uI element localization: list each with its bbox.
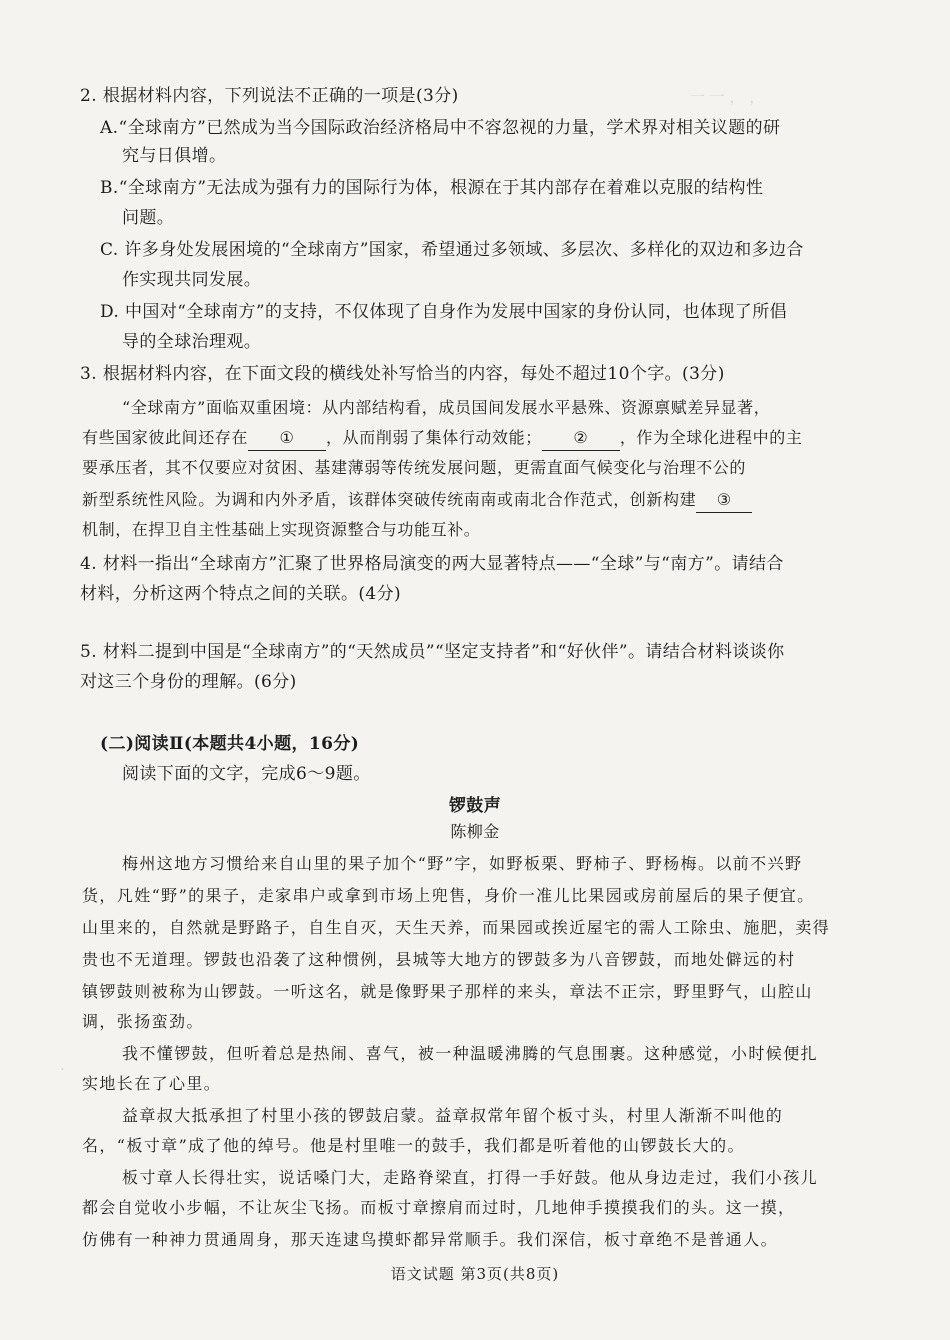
article-line: 仿佛有一种神力贯通周身，那天连逮鸟摸虾都异常顺手。我们深信，板寸章绝不是普通人。: [82, 1230, 779, 1249]
article-line: 货，凡姓“野”的果子，走家串户或拿到市场上兜售，身价一准儿比果园或房前屋后的果子便宜。: [82, 886, 815, 905]
passage-line-5: 机制，在捍卫自主性基础上实现资源整合与功能互补。: [82, 520, 481, 539]
bleed-through-mark: ·: [60, 1060, 65, 1078]
passage-text: ，作为全球化进程中的主: [619, 428, 803, 447]
article-line: 我不懂锣鼓，但听着总是热闹、喜气，被一种温暖沸腾的气息围裹。这种感觉，小时候便扎: [122, 1044, 819, 1063]
passage-text: ，从而削弱了集体行动效能；: [326, 428, 542, 447]
option-d-line2: 导的全球治理观。: [122, 332, 262, 352]
passage-text: 有些国家彼此间还存在: [82, 428, 249, 447]
article-line: 益章叔大抵承担了村里小孩的锣鼓启蒙。益章叔常年留个板寸头，村里人渐渐不叫他的: [122, 1106, 784, 1125]
article-line: 都会自觉收小步幅，不让灰尘飞扬。而板寸章擦肩而过时，几地伸手摸摸我们的头。这一摸，: [82, 1198, 796, 1217]
option-d-line1: D. 中国对“全球南方”的支持，不仅体现了自身作为发展中国家的身份认同，也体现了所倡: [100, 302, 788, 322]
option-c-line2: 作实现共同发展。: [122, 270, 262, 290]
article-line: 名，“板寸章”成了他的绰号。他是村里唯一的鼓手，我们都是听着他的山锣鼓长大的。: [82, 1136, 745, 1155]
article-author: 陈柳金: [450, 822, 500, 841]
article-line: 贵也不无道理。锣鼓也沿袭了这种惯例，县城等大地方的锣鼓多为八音锣鼓，而地处僻远的村: [82, 950, 796, 969]
article-line: 实地长在了心里。: [82, 1074, 222, 1093]
section-instruction: 阅读下面的文字，完成6～9题。: [122, 764, 371, 784]
option-a-line2: 究与日俱增。: [122, 146, 227, 166]
section-heading: (二)阅读Ⅱ(本题共4小题，16分): [100, 734, 360, 754]
article-line: 梅州这地方习惯给来自山里的果子加个“野”字，如野板栗、野柿子、野杨梅。以前不兴野: [122, 854, 803, 873]
passage-line-4: [82, 488, 752, 513]
article-title: 锣鼓声: [448, 796, 502, 816]
option-b-line2: 问题。: [122, 208, 175, 228]
article-line: 调，张扬蛮劲。: [82, 1012, 204, 1031]
blank-3: ③: [696, 488, 752, 513]
article-line: 山里来的，自然就是野路子，自生自灭，天生天养，而果园或挨近屋宅的需人工除虫、施肥，卖得: [82, 918, 831, 937]
passage-line-1: “全球南方”面临双重困境：从内部结构看，成员国间发展水平悬殊、资源禀赋差异显著，: [122, 398, 771, 417]
blank-1: ①: [248, 426, 326, 451]
option-c-line1: C. 许多身处发展困境的“全球南方”国家，希望通过多领域、多层次、多样化的双边和多边合: [100, 240, 804, 260]
option-b-line1: B.“全球南方”无法成为强有力的国际行为体，根源在于其内部存在着难以克服的结构性: [100, 178, 764, 198]
blank-2: ②: [542, 426, 620, 451]
passage-text: 新型系统性风险。为调和内外矛盾，该群体突破传统南南或南北合作范式，创新构建: [82, 490, 697, 509]
bleed-through-mark: 一 一 ， ，: [690, 88, 765, 106]
question-4-line2: 材料，分析这两个特点之间的关联。(4分): [80, 584, 402, 604]
passage-line-2: [82, 426, 802, 451]
question-3-stem: 3. 根据材料内容，在下面文段的横线处补写恰当的内容，每处不超过10个字。(3分): [80, 364, 725, 384]
passage-line-3: 要承压者，其不仅要应对贫困、基建薄弱等传统发展问题，更需直面气候变化与治理不公的: [82, 458, 747, 477]
article-line: 镇锣鼓则被称为山锣鼓。一听这名，就是像野果子那样的来头，章法不正宗，野里野气，山腔山: [82, 982, 813, 1001]
page-footer: 语文试题 第3页(共8页): [390, 1265, 560, 1283]
option-a-line1: A.“全球南方”已然成为当今国际政治经济格局中不容忽视的力量，学术界对相关议题的研: [100, 118, 781, 138]
question-5-line1: 5. 材料二提到中国是“全球南方”的“天然成员”“坚定支持者”和“好伙伴”。请结合材料谈谈你: [80, 642, 785, 662]
question-2-stem: 2. 根据材料内容，下列说法不正确的一项是(3分): [80, 86, 459, 106]
article-line: 板寸章人长得壮实，说话嗓门大，走路脊梁直，打得一手好鼓。他从身边走过，我们小孩儿: [122, 1168, 819, 1187]
question-4-line1: 4. 材料一指出“全球南方”汇聚了世界格局演变的两大显著特点——“全球”与“南方”。请结合: [80, 554, 784, 574]
question-5-line2: 对这三个身份的理解。(6分): [80, 672, 297, 692]
